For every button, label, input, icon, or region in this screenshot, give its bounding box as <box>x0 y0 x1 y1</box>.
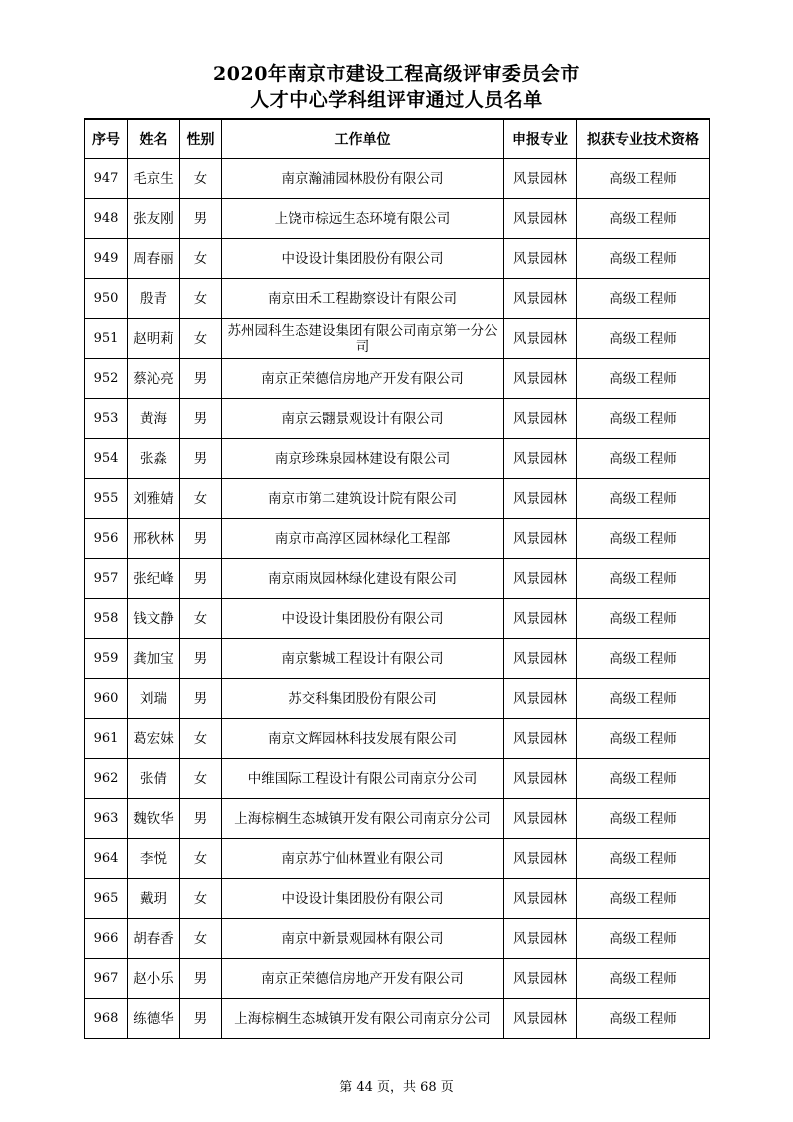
table-row <box>85 519 710 559</box>
name-cell: 邢秋林 <box>128 519 180 559</box>
org-cell: 南京云翾景观设计有限公司 <box>222 399 504 439</box>
major-cell: 风景园林 <box>504 439 577 479</box>
qualification-cell: 高级工程师 <box>577 719 710 759</box>
document-title-line-2: 人才中心学科组评审通过人员名单 <box>250 89 543 111</box>
org-cell: 上饶市棕远生态环境有限公司 <box>222 199 504 239</box>
org-cell: 南京文辉园林科技发展有限公司 <box>222 719 504 759</box>
qualification-cell: 高级工程师 <box>577 679 710 719</box>
name-cell: 李悦 <box>128 839 180 879</box>
org-cell: 中设设计集团股份有限公司 <box>222 879 504 919</box>
org-cell: 苏交科集团股份有限公司 <box>222 679 504 719</box>
seq-cell: 950 <box>85 279 128 319</box>
seq-cell: 963 <box>85 799 128 839</box>
seq-cell: 958 <box>85 599 128 639</box>
name-cell: 刘雅婧 <box>128 479 180 519</box>
table-row <box>85 879 710 919</box>
gender-cell: 男 <box>180 799 222 839</box>
qualification-cell: 高级工程师 <box>577 599 710 639</box>
org-cell: 南京雨岚园林绿化建设有限公司 <box>222 559 504 599</box>
table-row <box>85 479 710 519</box>
table-header-row <box>85 119 710 159</box>
document-title-line-1: 2020年南京市建设工程高级评审委员会市 <box>213 63 580 85</box>
table-row <box>85 199 710 239</box>
table-row <box>85 279 710 319</box>
seq-cell: 951 <box>85 319 128 359</box>
major-cell: 风景园林 <box>504 679 577 719</box>
seq-cell: 955 <box>85 479 128 519</box>
table-row <box>85 559 710 599</box>
qualification-cell: 高级工程师 <box>577 479 710 519</box>
qualification-cell: 高级工程师 <box>577 159 710 199</box>
org-cell: 南京正荣德信房地产开发有限公司 <box>222 359 504 399</box>
gender-cell: 女 <box>180 319 222 359</box>
gender-cell: 男 <box>180 999 222 1039</box>
seq-cell: 960 <box>85 679 128 719</box>
org-cell: 中设设计集团股份有限公司 <box>222 239 504 279</box>
gender-cell: 女 <box>180 719 222 759</box>
org-cell: 南京珍珠泉园林建设有限公司 <box>222 439 504 479</box>
seq-cell: 952 <box>85 359 128 399</box>
seq-cell: 964 <box>85 839 128 879</box>
seq-cell: 965 <box>85 879 128 919</box>
gender-cell: 女 <box>180 279 222 319</box>
major-cell: 风景园林 <box>504 719 577 759</box>
name-cell: 龚加宝 <box>128 639 180 679</box>
name-cell: 戴玥 <box>128 879 180 919</box>
major-cell: 风景园林 <box>504 599 577 639</box>
org-cell: 中设设计集团股份有限公司 <box>222 599 504 639</box>
table-row <box>85 719 710 759</box>
name-cell: 刘瑞 <box>128 679 180 719</box>
seq-cell: 954 <box>85 439 128 479</box>
qualification-cell: 高级工程师 <box>577 959 710 999</box>
major-cell: 风景园林 <box>504 279 577 319</box>
table-row <box>85 319 710 359</box>
major-cell: 风景园林 <box>504 959 577 999</box>
qualification-cell: 高级工程师 <box>577 519 710 559</box>
major-cell: 风景园林 <box>504 519 577 559</box>
qualification-cell: 高级工程师 <box>577 799 710 839</box>
table-row <box>85 359 710 399</box>
table-row <box>85 959 710 999</box>
name-cell: 张淼 <box>128 439 180 479</box>
qualification-cell: 高级工程师 <box>577 319 710 359</box>
qualification-cell: 高级工程师 <box>577 839 710 879</box>
name-cell: 周春丽 <box>128 239 180 279</box>
qualification-cell: 高级工程师 <box>577 919 710 959</box>
seq-cell: 949 <box>85 239 128 279</box>
name-cell: 殷青 <box>128 279 180 319</box>
org-cell: 南京田禾工程勘察设计有限公司 <box>222 279 504 319</box>
gender-cell: 女 <box>180 599 222 639</box>
org-cell: 南京紫城工程设计有限公司 <box>222 639 504 679</box>
table-row <box>85 799 710 839</box>
major-cell: 风景园林 <box>504 999 577 1039</box>
major-cell: 风景园林 <box>504 639 577 679</box>
seq-cell: 956 <box>85 519 128 559</box>
gender-cell: 男 <box>180 959 222 999</box>
seq-cell: 959 <box>85 639 128 679</box>
name-cell: 胡春香 <box>128 919 180 959</box>
qualification-cell: 高级工程师 <box>577 759 710 799</box>
org-cell: 上海棕榈生态城镇开发有限公司南京分公司 <box>222 999 504 1039</box>
qualification-cell: 高级工程师 <box>577 359 710 399</box>
major-cell: 风景园林 <box>504 479 577 519</box>
column-header-gender: 性别 <box>180 119 222 159</box>
qualification-cell: 高级工程师 <box>577 879 710 919</box>
major-cell: 风景园林 <box>504 319 577 359</box>
seq-cell: 953 <box>85 399 128 439</box>
gender-cell: 男 <box>180 439 222 479</box>
major-cell: 风景园林 <box>504 199 577 239</box>
column-header-qualification: 拟获专业技术资格 <box>577 119 710 159</box>
seq-cell: 961 <box>85 719 128 759</box>
name-cell: 葛宏妹 <box>128 719 180 759</box>
qualification-cell: 高级工程师 <box>577 239 710 279</box>
org-cell: 南京中新景观园林有限公司 <box>222 919 504 959</box>
org-cell: 中维国际工程设计有限公司南京分公司 <box>222 759 504 799</box>
table-row <box>85 159 710 199</box>
name-cell: 黄海 <box>128 399 180 439</box>
table-row <box>85 599 710 639</box>
column-header-org: 工作单位 <box>222 119 504 159</box>
column-header-seq: 序号 <box>85 119 128 159</box>
table-body <box>85 159 710 1039</box>
name-cell: 练德华 <box>128 999 180 1039</box>
org-cell: 上海棕榈生态城镇开发有限公司南京分公司 <box>222 799 504 839</box>
gender-cell: 男 <box>180 639 222 679</box>
major-cell: 风景园林 <box>504 399 577 439</box>
major-cell: 风景园林 <box>504 799 577 839</box>
table-row <box>85 399 710 439</box>
gender-cell: 女 <box>180 919 222 959</box>
name-cell: 张友刚 <box>128 199 180 239</box>
org-cell: 南京市第二建筑设计院有限公司 <box>222 479 504 519</box>
table-row <box>85 239 710 279</box>
gender-cell: 男 <box>180 559 222 599</box>
major-cell: 风景园林 <box>504 159 577 199</box>
gender-cell: 男 <box>180 519 222 559</box>
gender-cell: 男 <box>180 199 222 239</box>
qualification-cell: 高级工程师 <box>577 439 710 479</box>
name-cell: 张倩 <box>128 759 180 799</box>
gender-cell: 女 <box>180 759 222 799</box>
major-cell: 风景园林 <box>504 839 577 879</box>
personnel-table <box>84 118 710 1039</box>
major-cell: 风景园林 <box>504 359 577 399</box>
gender-cell: 女 <box>180 479 222 519</box>
table-row <box>85 919 710 959</box>
name-cell: 毛京生 <box>128 159 180 199</box>
gender-cell: 男 <box>180 399 222 439</box>
gender-cell: 男 <box>180 679 222 719</box>
name-cell: 赵明莉 <box>128 319 180 359</box>
seq-cell: 968 <box>85 999 128 1039</box>
column-header-name: 姓名 <box>128 119 180 159</box>
gender-cell: 女 <box>180 159 222 199</box>
qualification-cell: 高级工程师 <box>577 399 710 439</box>
gender-cell: 男 <box>180 359 222 399</box>
major-cell: 风景园林 <box>504 759 577 799</box>
seq-cell: 957 <box>85 559 128 599</box>
gender-cell: 女 <box>180 839 222 879</box>
name-cell: 魏钦华 <box>128 799 180 839</box>
seq-cell: 966 <box>85 919 128 959</box>
org-cell: 南京苏宁仙林置业有限公司 <box>222 839 504 879</box>
major-cell: 风景园林 <box>504 559 577 599</box>
org-cell: 苏州园科生态建设集团有限公司南京第一分公司 <box>222 319 504 359</box>
qualification-cell: 高级工程师 <box>577 559 710 599</box>
org-cell: 南京瀚浦园林股份有限公司 <box>222 159 504 199</box>
seq-cell: 967 <box>85 959 128 999</box>
seq-cell: 948 <box>85 199 128 239</box>
page-footer: 第 44 页，共 68 页 <box>339 1080 454 1095</box>
major-cell: 风景园林 <box>504 879 577 919</box>
table-row <box>85 679 710 719</box>
gender-cell: 女 <box>180 879 222 919</box>
table-row <box>85 439 710 479</box>
org-cell: 南京正荣德信房地产开发有限公司 <box>222 959 504 999</box>
column-header-major: 申报专业 <box>504 119 577 159</box>
name-cell: 张纪峰 <box>128 559 180 599</box>
qualification-cell: 高级工程师 <box>577 999 710 1039</box>
name-cell: 蔡沁亮 <box>128 359 180 399</box>
gender-cell: 女 <box>180 239 222 279</box>
table-row <box>85 999 710 1039</box>
org-cell: 南京市高淳区园林绿化工程部 <box>222 519 504 559</box>
seq-cell: 962 <box>85 759 128 799</box>
major-cell: 风景园林 <box>504 239 577 279</box>
name-cell: 钱文静 <box>128 599 180 639</box>
table-row <box>85 839 710 879</box>
seq-cell: 947 <box>85 159 128 199</box>
qualification-cell: 高级工程师 <box>577 199 710 239</box>
major-cell: 风景园林 <box>504 919 577 959</box>
table-row <box>85 759 710 799</box>
qualification-cell: 高级工程师 <box>577 639 710 679</box>
table-row <box>85 639 710 679</box>
qualification-cell: 高级工程师 <box>577 279 710 319</box>
name-cell: 赵小乐 <box>128 959 180 999</box>
